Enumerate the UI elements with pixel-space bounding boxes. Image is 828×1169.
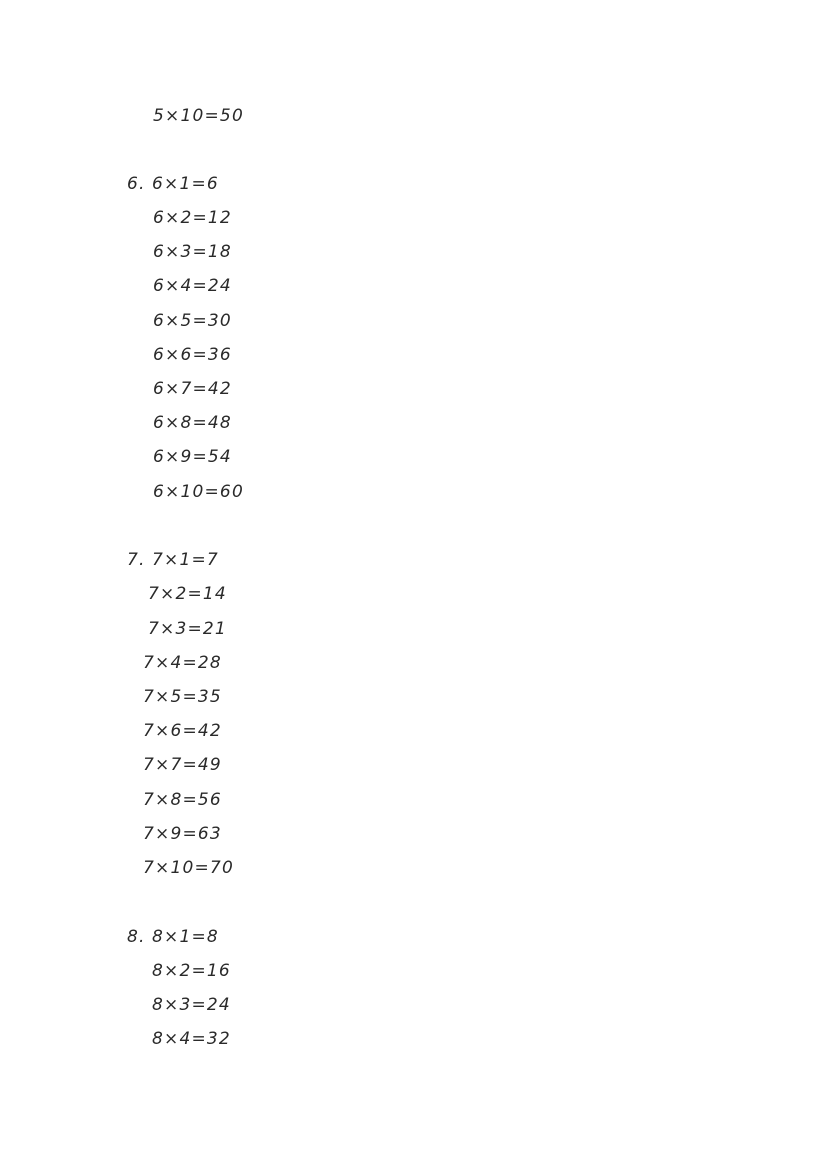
- equation-text: 7×9=63: [143, 824, 222, 844]
- section-start-line: [127, 927, 219, 947]
- equation-line: [153, 242, 232, 262]
- equation-text: 8×3=24: [152, 995, 231, 1015]
- equation-line: [143, 721, 222, 741]
- equation-text: 6×4=24: [153, 276, 232, 296]
- equation-line: [153, 106, 244, 126]
- section-number: 6.: [127, 174, 146, 194]
- equation-line: [153, 208, 232, 228]
- equation-line: [153, 482, 244, 502]
- equation-text: 6×1=6: [152, 174, 219, 194]
- equation-text: 6×2=12: [153, 208, 232, 228]
- equation-text: 7×6=42: [143, 721, 222, 741]
- equation-text: 6×8=48: [153, 413, 232, 433]
- equation-line: [143, 687, 222, 707]
- equation-line: [143, 858, 234, 878]
- equation-line: [153, 311, 232, 331]
- equation-text: 7×4=28: [143, 653, 222, 673]
- equation-line: [143, 790, 222, 810]
- equation-text: 6×10=60: [153, 482, 244, 502]
- equation-text: 6×3=18: [153, 242, 232, 262]
- equation-line: [153, 447, 232, 467]
- equation-line: [143, 824, 222, 844]
- equation-text: 6×7=42: [153, 379, 232, 399]
- equation-text: 7×8=56: [143, 790, 222, 810]
- equation-line: [153, 379, 232, 399]
- equation-line: [152, 995, 231, 1015]
- equation-line: [152, 1029, 231, 1049]
- equation-line: [153, 276, 232, 296]
- equation-text: 6×5=30: [153, 311, 232, 331]
- equation-text: 7×7=49: [143, 755, 222, 775]
- equation-text: 7×2=14: [148, 584, 227, 604]
- equation-text: 6×9=54: [153, 447, 232, 467]
- equation-line: [143, 653, 222, 673]
- equation-text: 5×10=50: [153, 106, 244, 126]
- equation-text: 8×4=32: [152, 1029, 231, 1049]
- equation-text: 8×2=16: [152, 961, 231, 981]
- equation-text: 7×3=21: [148, 619, 227, 639]
- equation-text: 7×10=70: [143, 858, 234, 878]
- section-start-line: [127, 174, 219, 194]
- equation-text: 6×6=36: [153, 345, 232, 365]
- equation-text: 7×5=35: [143, 687, 222, 707]
- equation-line: [152, 961, 231, 981]
- equation-line: [153, 413, 232, 433]
- section-number: 7.: [127, 550, 146, 570]
- equation-text: 8×1=8: [152, 927, 219, 947]
- equation-line: [143, 755, 222, 775]
- equation-line: [153, 345, 232, 365]
- equation-line: [148, 584, 227, 604]
- section-start-line: [127, 550, 219, 570]
- section-number: 8.: [127, 927, 146, 947]
- equation-line: [148, 619, 227, 639]
- equation-text: 7×1=7: [152, 550, 219, 570]
